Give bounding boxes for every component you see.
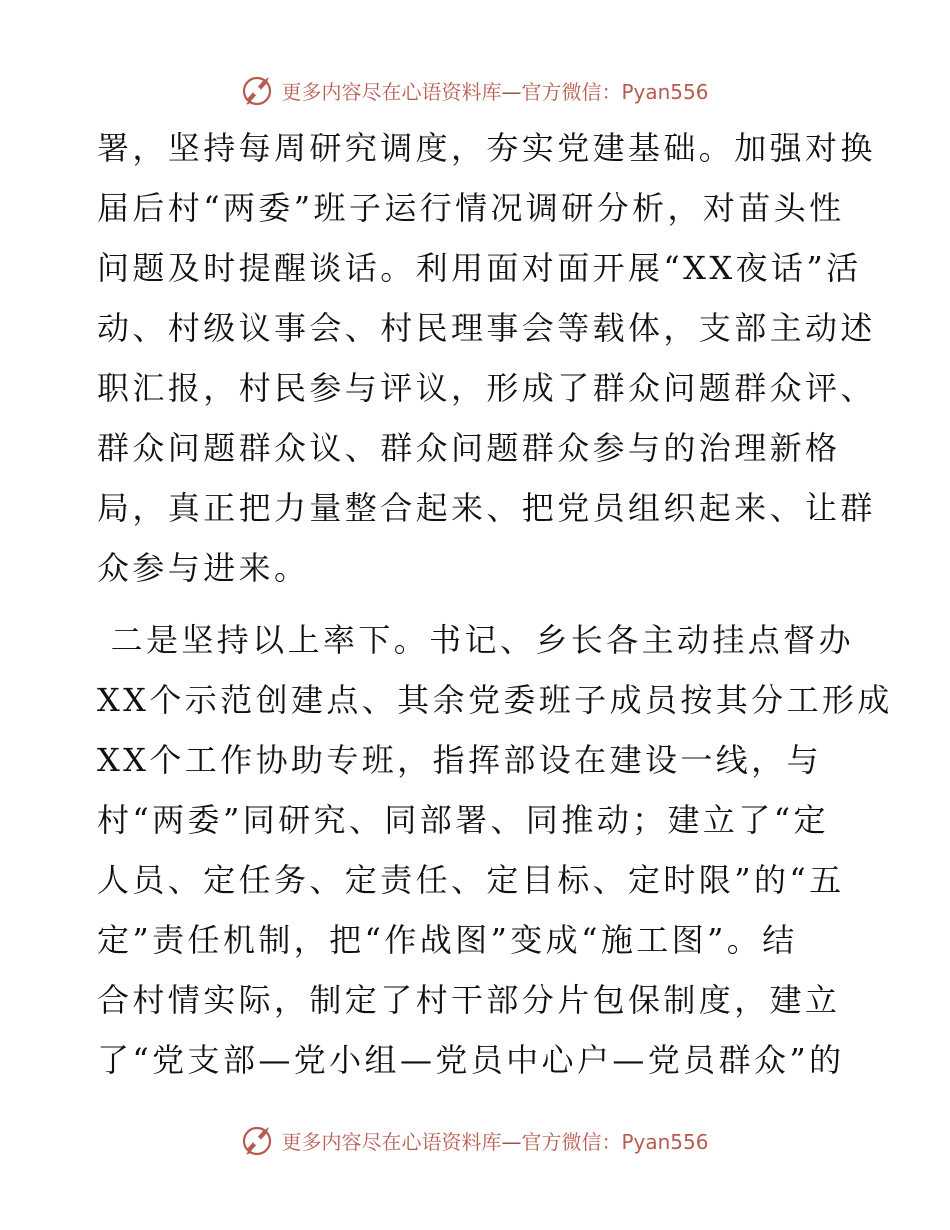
paragraph-gap [97, 598, 867, 610]
text-line: XX个示范创建点、其余党委班子成员按其分工形成 [97, 681, 893, 719]
text-line: 了“党支部—党小组—党员中心户—党员群众”的 [97, 1041, 845, 1079]
header-banner-separator: — [501, 79, 522, 104]
text-line: 动、村级议事会、村民理事会等载体，支部主动述 [97, 309, 876, 347]
footer-banner-separator: — [501, 1129, 522, 1154]
header-banner-contact: 官方微信：Pyan556 [521, 79, 709, 104]
footer-banner [0, 1120, 950, 1160]
footer-banner-text [281, 1126, 708, 1155]
text-line: 问题及时提醒谈话。利用面对面开展“XX夜话”活 [97, 249, 862, 287]
text-line: 人员、定任务、定责任、定目标、定时限”的“五 [97, 861, 845, 899]
paragraph-2 [97, 610, 893, 1090]
text-line: 署，坚持每周研究调度，夯实党建基础。加强对换 [97, 129, 876, 167]
text-line: 届后村“两委”班子运行情况调研分析，对苗头性 [97, 189, 845, 227]
header-banner [0, 70, 950, 110]
quill-logo-icon [241, 73, 275, 107]
paragraph-1 [97, 118, 876, 598]
text-line: 二是坚持以上率下。书记、乡长各主动挂点督办 [97, 621, 854, 659]
text-line: 众参与进来。 [97, 549, 310, 587]
document-body [97, 118, 893, 1090]
footer-banner-contact: 官方微信：Pyan556 [521, 1129, 709, 1154]
footer-banner-title: 更多内容尽在心语资料库 [281, 1129, 502, 1154]
text-line: 职汇报，村民参与评议，形成了群众问题群众评、 [97, 369, 876, 407]
quill-logo-icon [241, 1123, 275, 1157]
header-banner-title: 更多内容尽在心语资料库 [281, 79, 502, 104]
text-line: 定”责任机制，把“作战图”变成“施工图”。结 [97, 921, 798, 959]
text-line: 村“两委”同研究、同部署、同推动；建立了“定 [97, 801, 829, 839]
text-line: 合村情实际，制定了村干部分片包保制度，建立 [97, 981, 841, 1019]
text-line: XX个工作协助专班，指挥部设在建设一线，与 [97, 741, 822, 779]
text-line: 局，真正把力量整合起来、把党员组织起来、让群 [97, 489, 876, 527]
header-banner-text [281, 76, 708, 105]
text-line: 群众问题群众议、群众问题群众参与的治理新格 [97, 429, 841, 467]
